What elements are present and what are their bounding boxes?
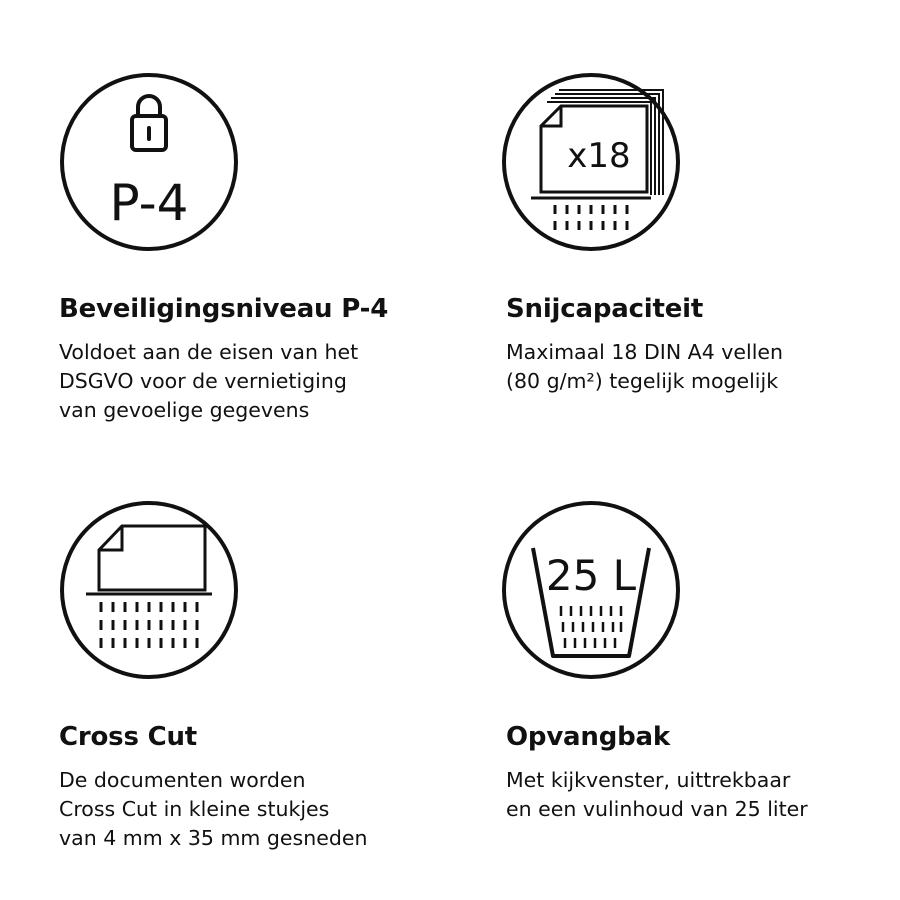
feature-description: [506, 338, 783, 396]
description-line: Voldoet aan de eisen van het: [59, 340, 359, 364]
feature-description: [59, 766, 367, 853]
feature-title: Snijcapaciteit: [506, 294, 704, 324]
security-level-label: P-4: [109, 174, 189, 232]
cutting-capacity-badge: [501, 72, 681, 252]
description-line: DSGVO voor de vernietiging: [59, 369, 347, 393]
description-line: van gevoelige gegevens: [59, 398, 310, 422]
description-line: Cross Cut in kleine stukjes: [59, 797, 330, 821]
description-line: en een vulinhoud van 25 liter: [506, 797, 808, 821]
description-line: (80 g/m²) tegelijk mogelijk: [506, 369, 779, 393]
feature-description: [506, 766, 808, 824]
security-level-badge: [59, 72, 239, 252]
sheet-count-label: x18: [567, 136, 631, 176]
feature-description: [59, 338, 358, 425]
feature-title: Cross Cut: [59, 722, 197, 752]
waste-bin-badge: [501, 500, 681, 680]
feature-title: Beveiligingsniveau P-4: [59, 294, 389, 324]
description-line: van 4 mm x 35 mm gesneden: [59, 826, 368, 850]
capacity-label: 25 L: [545, 551, 637, 600]
paper-shred-icon: [86, 526, 212, 648]
description-line: Maximaal 18 DIN A4 vellen: [506, 340, 783, 364]
feature-title: Opvangbak: [506, 722, 670, 752]
description-line: Met kijkvenster, uittrekbaar: [506, 768, 791, 792]
lock-icon: [132, 96, 166, 150]
cross-cut-badge: [59, 500, 239, 680]
description-line: De documenten worden: [59, 768, 306, 792]
